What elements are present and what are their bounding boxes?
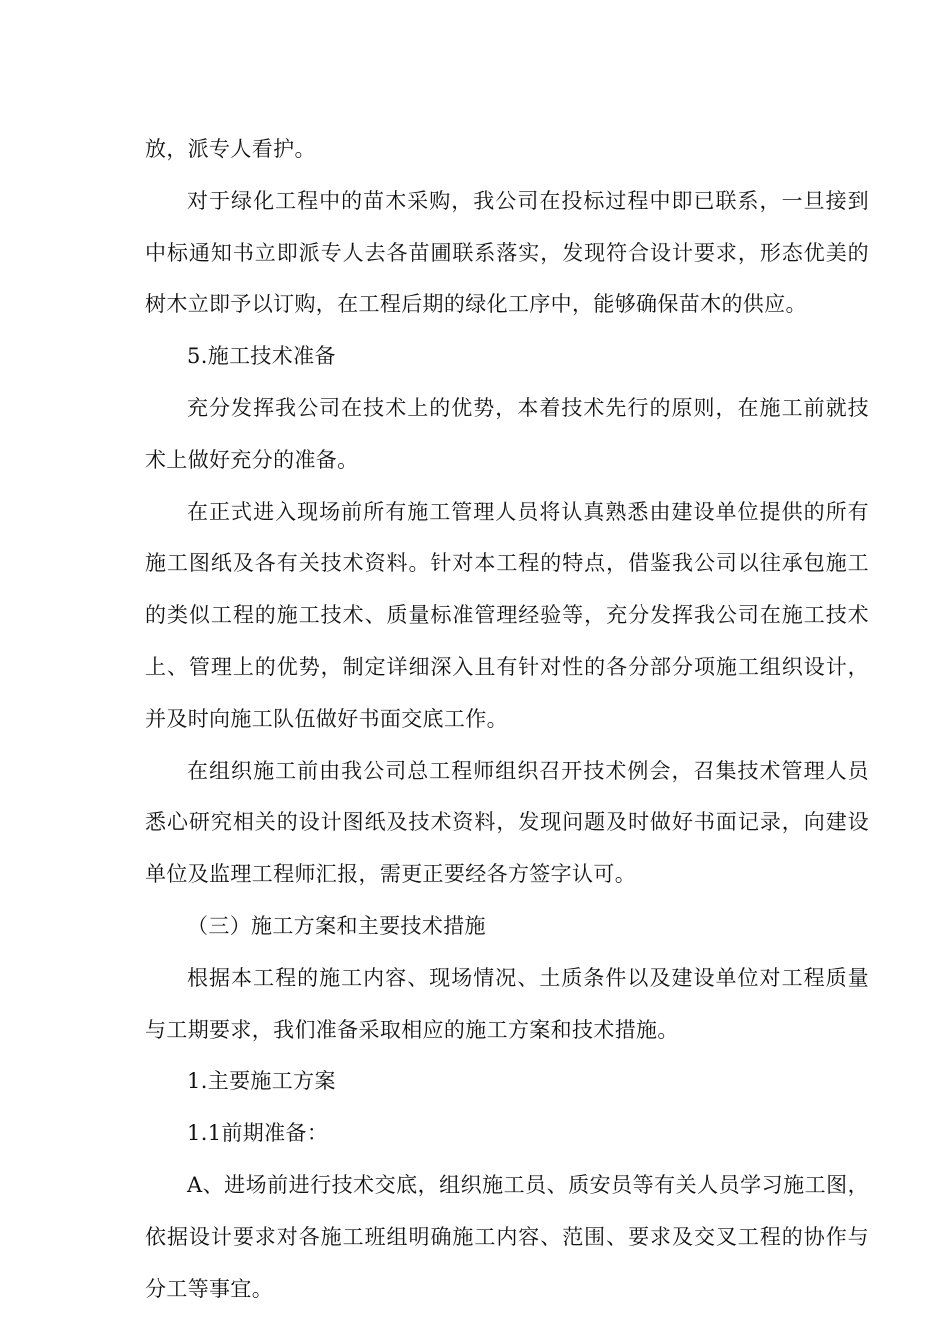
section-heading: 1.主要施工方案 — [187, 1069, 336, 1094]
paragraph: 根据本工程的施工内容、现场情况、土质条件以及建设单位对工程质量与工期要求，我们准备采取相应的施工方案和技术措施。 — [145, 965, 869, 1042]
paragraph: A、进场前进行技术交底，组织施工员、质安员等有关人员学习施工图，依据设计要求对各施工班组明确施工内容、范围、要求及交叉工程的协作与分工等事宜。 — [145, 1172, 869, 1301]
paragraph: 充分发挥我公司在技术上的优势，本着技术先行的原则，在施工前就技术上做好充分的准备。 — [145, 395, 869, 472]
paragraph: 在正式进入现场前所有施工管理人员将认真熟悉由建设单位提供的所有施工图纸及各有关技术资料。针对本工程的特点，借鉴我公司以往承包施工的类似工程的施工技术、质量标准管理经验等，充分发挥我公司在施工技术上、管理上的优势，制定详细深入且有针对性的各分部分项施工组织设计，并及时向施工队伍做好书面交底工作。 — [145, 499, 869, 731]
paragraph: 在组织施工前由我公司总工程师组织召开技术例会，召集技术管理人员悉心研究相关的设计图纸及技术资料，发现问题及时做好书面记录，向建设单位及监理工程师汇报，需更正要经各方签字认可。 — [145, 758, 869, 887]
section-heading: （三）施工方案和主要技术措施 — [187, 913, 486, 938]
subsection-heading: 1.1前期准备： — [187, 1121, 329, 1146]
section-heading: 5.施工技术准备 — [187, 344, 336, 369]
paragraph: 对于绿化工程中的苗木采购，我公司在投标过程中即已联系，一旦接到中标通知书立即派专人去各苗圃联系落实，发现符合设计要求，形态优美的树木立即予以订购，在工程后期的绿化工序中，能够确保苗木的供应。 — [145, 188, 869, 317]
paragraph: 放，派专人看护。 — [145, 137, 316, 161]
document-page — [145, 124, 869, 1315]
